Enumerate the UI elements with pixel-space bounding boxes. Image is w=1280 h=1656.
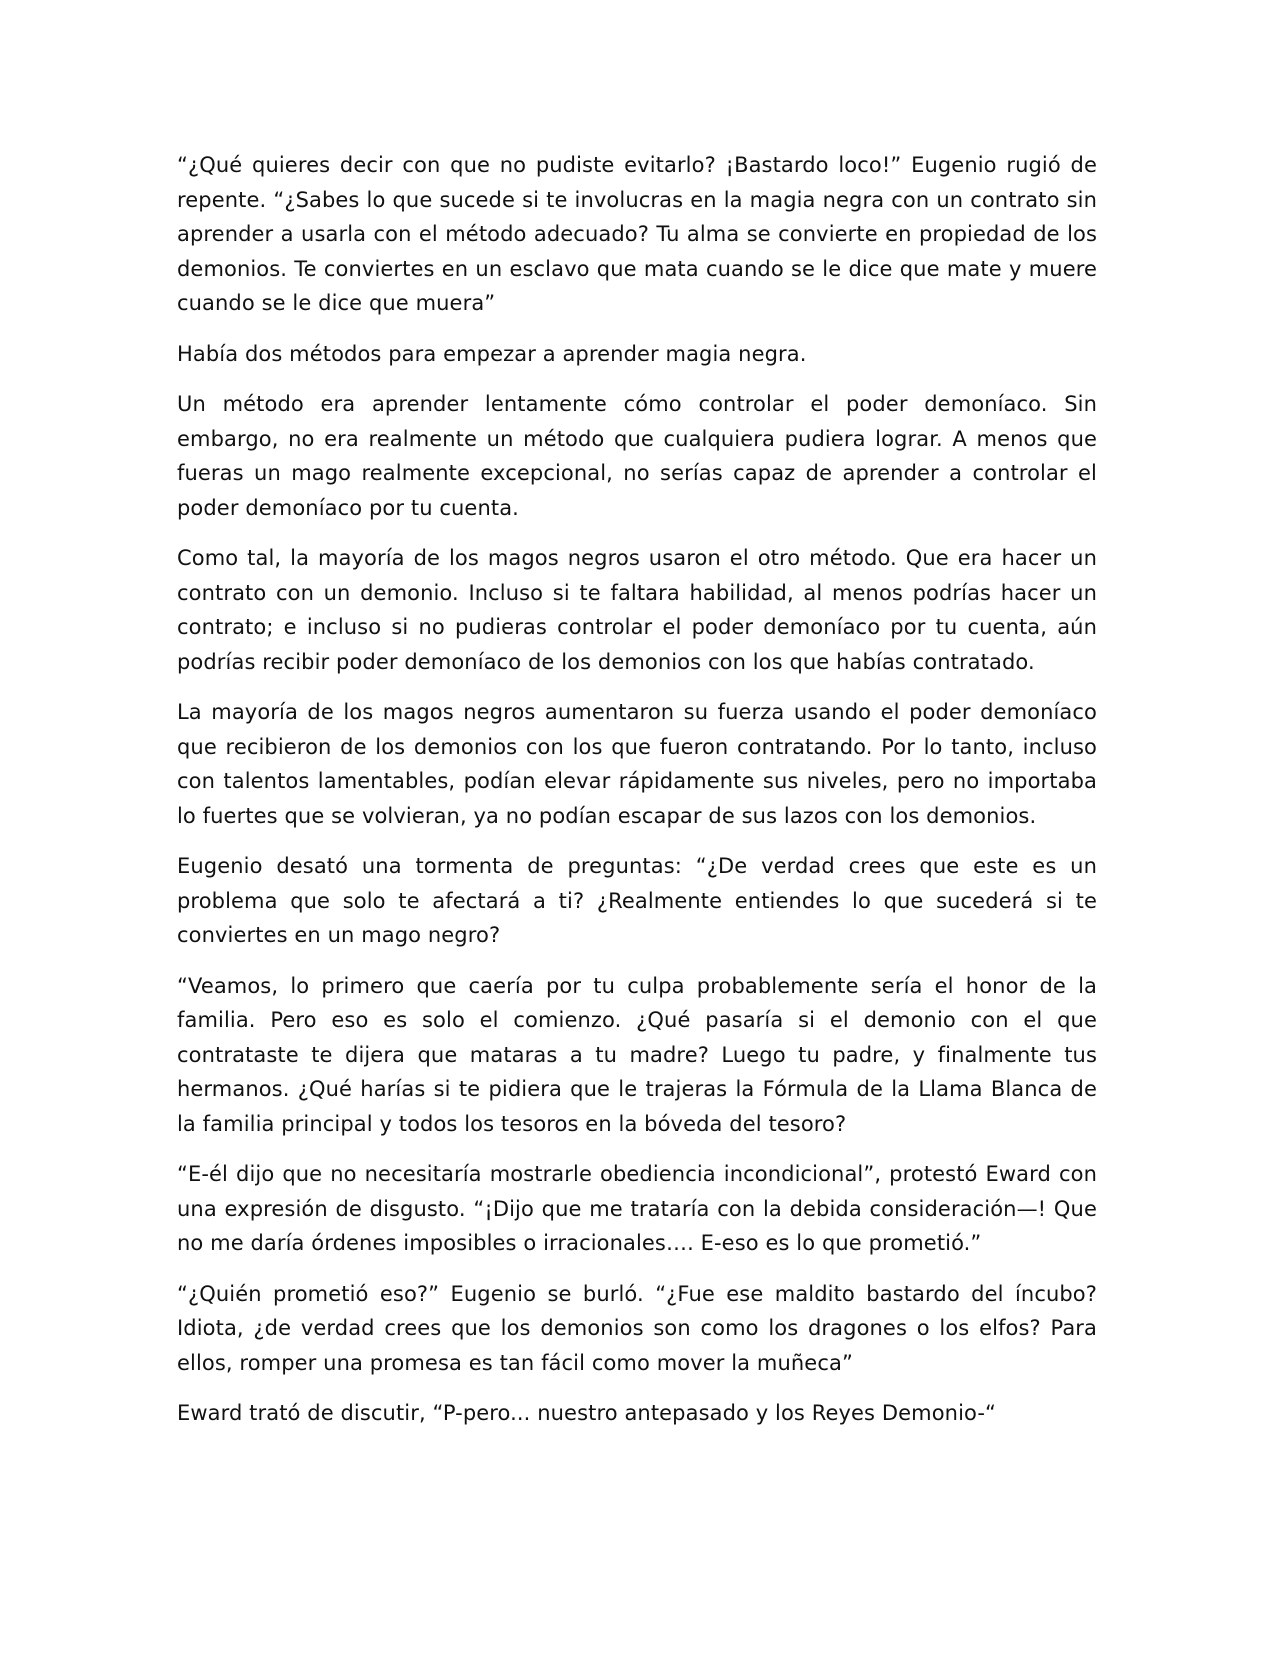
- paragraph-6: Eugenio desató una tormenta de preguntas: “¿De verdad crees que este es un problema que solo te afectará a ti? ¿Realmente entiendes lo que sucederá si te conviertes en un mago negro?: [177, 854, 1097, 947]
- paragraph-4: Como tal, la mayoría de los magos negros usaron el otro método. Que era hacer un contrato con un demonio. Incluso si te faltara habilidad, al menos podrías hacer un contrato; e incluso si no pudieras controlar el poder demoníaco por tu cuenta, aún podrías recibir poder demoníaco de los demonios con los que habías contratado.: [177, 546, 1097, 674]
- paragraph-8: “E-él dijo que no necesitaría mostrarle obediencia incondicional”, protestó Eward con una expresión de disgusto. “¡Dijo que me trataría con la debida consideración—! Que no me daría órdenes imposibles o irracionales…. E-eso es lo que prometió.”: [177, 1162, 1097, 1255]
- paragraph-2: Había dos métodos para empezar a aprender magia negra.: [177, 341, 807, 366]
- document-page: [177, 148, 1097, 1447]
- paragraph-1: “¿Qué quieres decir con que no pudiste evitarlo? ¡Bastardo loco!” Eugenio rugió de repente. “¿Sabes lo que sucede si te involucras en la magia negra con un contrato sin aprender a usarla con el método adecuado? Tu alma se convierte en propiedad de los demonios. Te conviertes en un esclavo que mata cuando se le dice que mate y muere cuando se le dice que muera”: [177, 153, 1097, 315]
- paragraph-3: Un método era aprender lentamente cómo controlar el poder demoníaco. Sin embargo, no era realmente un método que cualquiera pudiera lograr. A menos que fueras un mago realmente excepcional, no serías capaz de aprender a controlar el poder demoníaco por tu cuenta.: [177, 392, 1097, 520]
- paragraph-7: “Veamos, lo primero que caería por tu culpa probablemente sería el honor de la familia. Pero eso es solo el comienzo. ¿Qué pasaría si el demonio con el que contrataste te dijera que mataras a tu madre? Luego tu padre, y finalmente tus hermanos. ¿Qué harías si te pidiera que le trajeras la Fórmula de la Llama Blanca de la familia principal y todos los tesoros en la bóveda del tesoro?: [177, 973, 1097, 1136]
- paragraph-9: “¿Quién prometió eso?” Eugenio se burló. “¿Fue ese maldito bastardo del íncubo? Idiota, ¿de verdad crees que los demonios son como los dragones o los elfos? Para ellos, romper una promesa es tan fácil como mover la muñeca”: [177, 1281, 1097, 1375]
- paragraph-10: Eward trató de discutir, “P-pero... nuestro antepasado y los Reyes Demonio-“: [177, 1401, 997, 1425]
- paragraph-5: La mayoría de los magos negros aumentaron su fuerza usando el poder demoníaco que recibieron de los demonios con los que fueron contratando. Por lo tanto, incluso con talentos lamentables, podían elevar rápidamente sus niveles, pero no importaba lo fuertes que se volvieran, ya no podían escapar de sus lazos con los demonios.: [177, 700, 1097, 828]
